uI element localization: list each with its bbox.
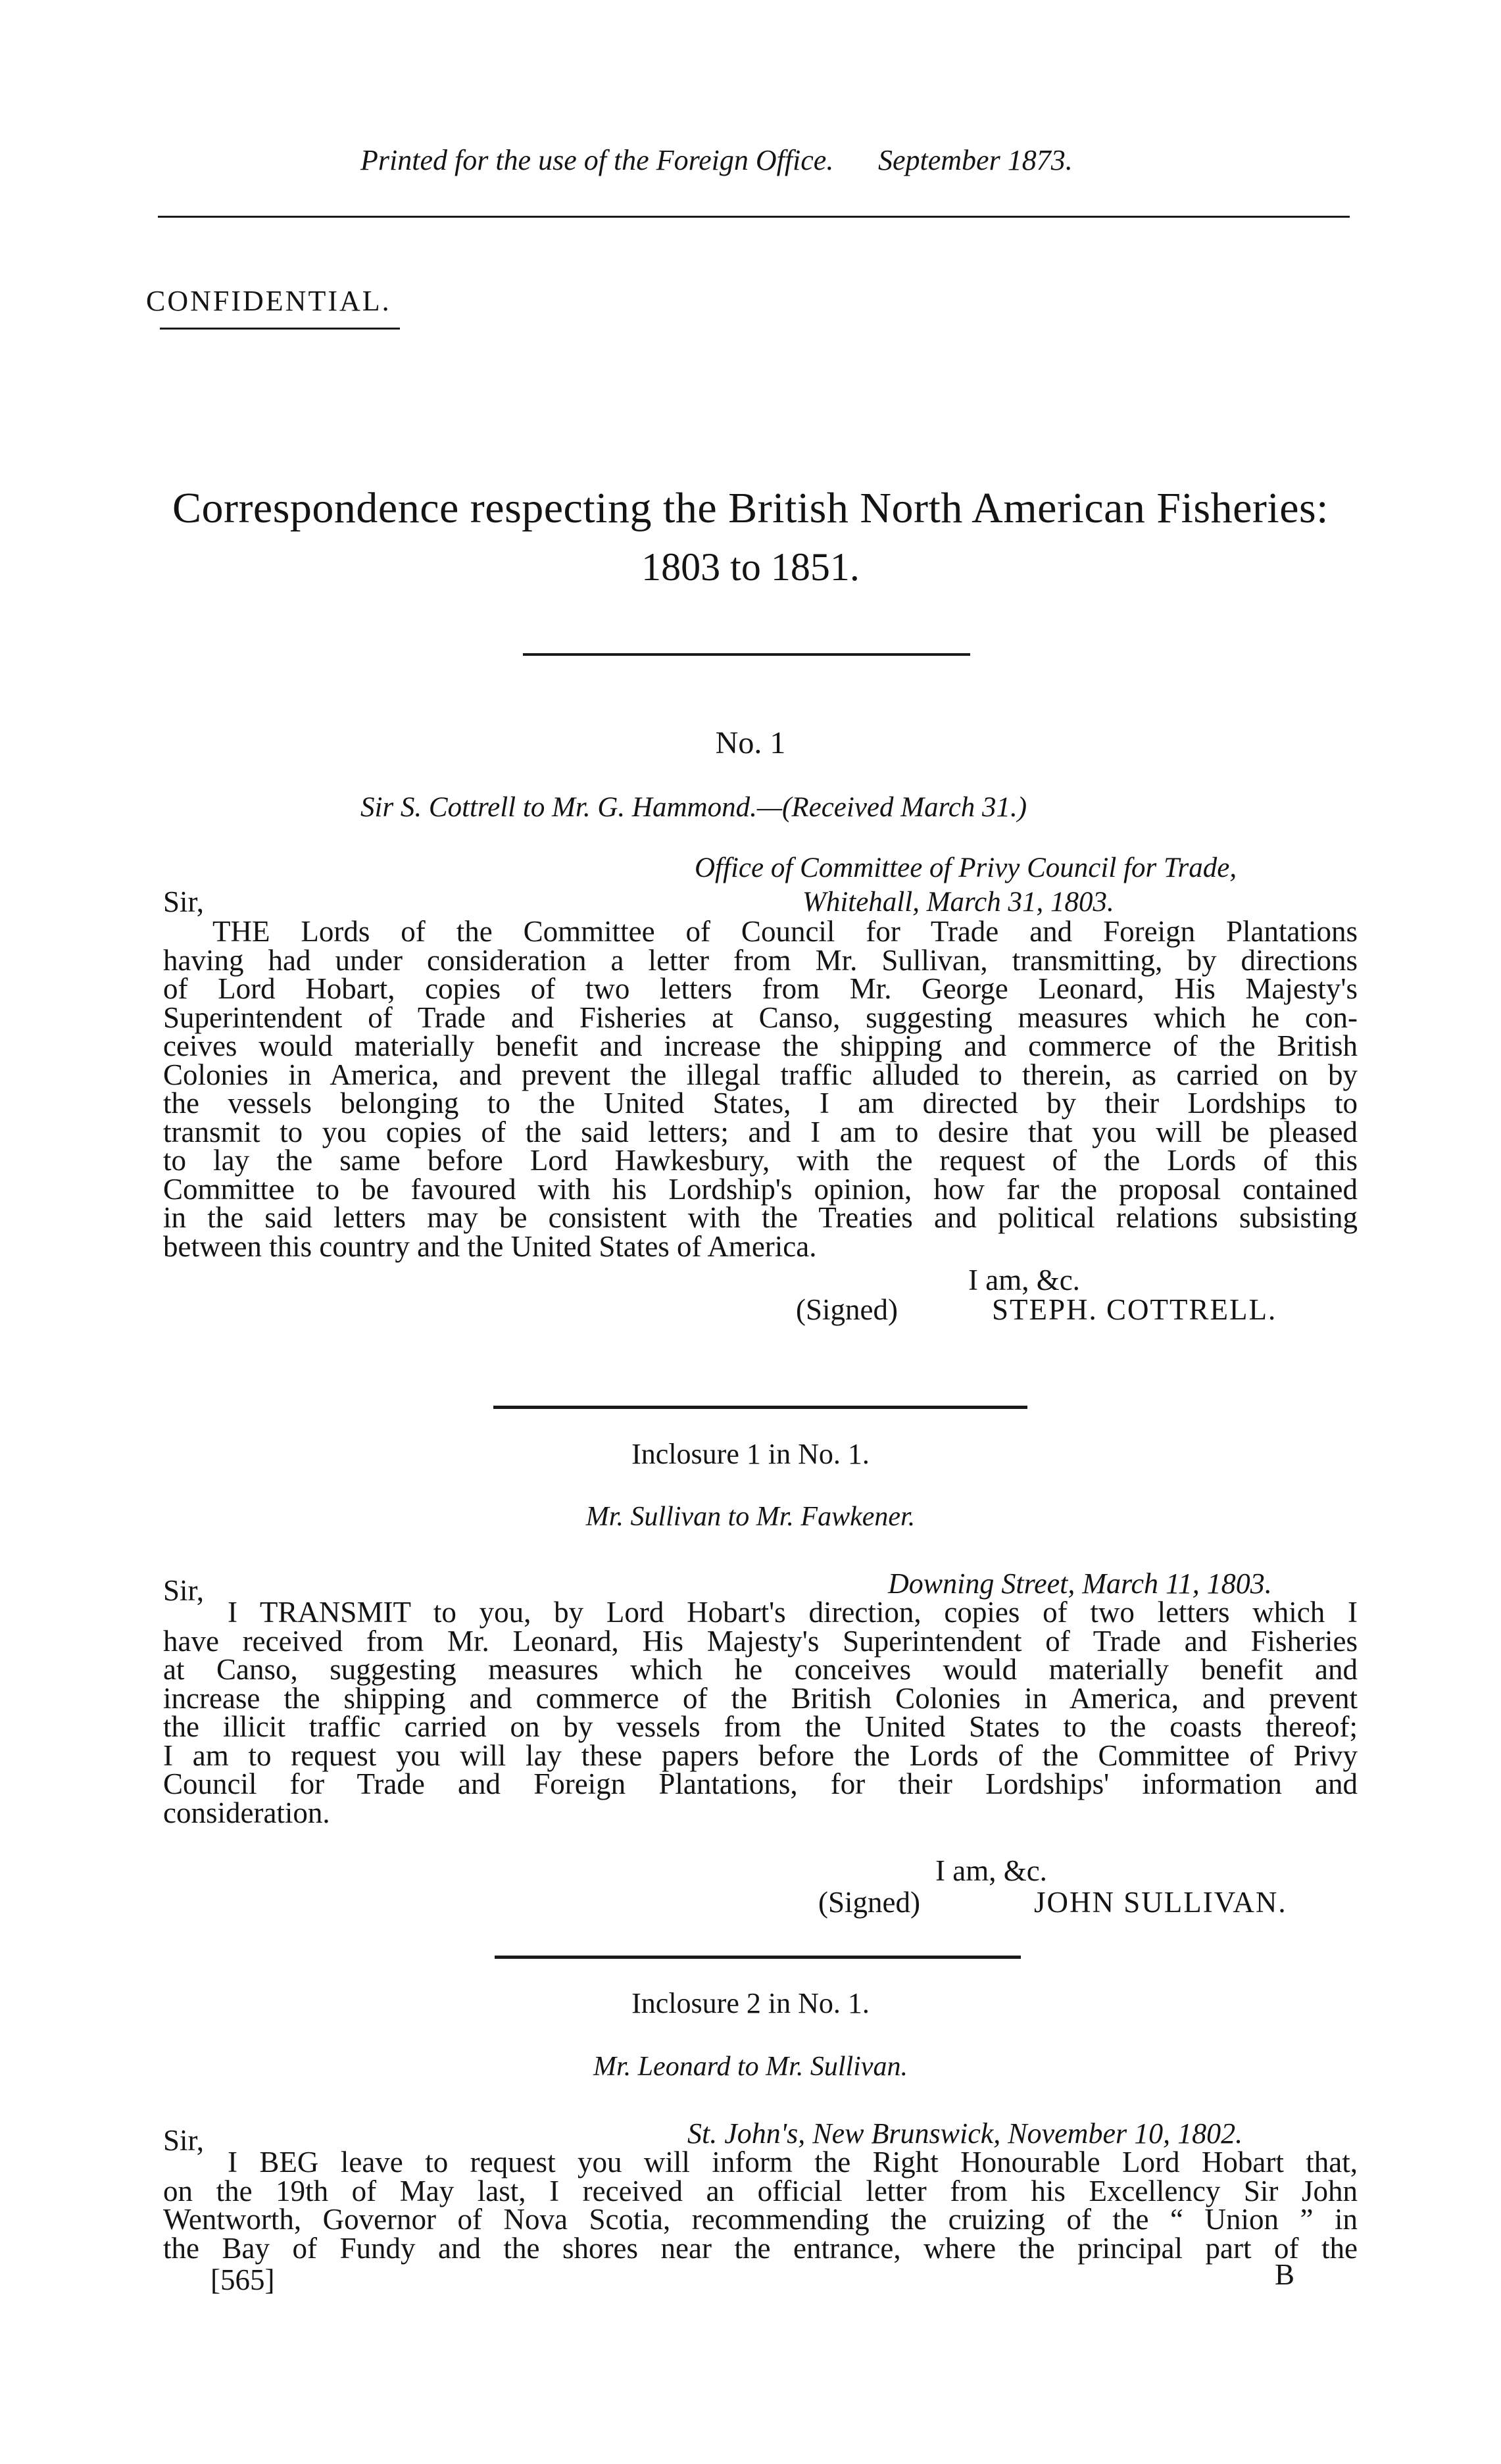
signed-label: (Signed) <box>818 1886 920 1919</box>
inclosure-subheading: Mr. Sullivan to Mr. Fawkener. <box>585 1502 916 1532</box>
document-heading: Sir S. Cottrell to Mr. G. Hammond.—(Received March 31.) <box>360 792 1027 823</box>
signature: STEPH. COTTRELL. <box>992 1293 1277 1326</box>
signature: JOHN SULLIVAN. <box>1034 1886 1287 1919</box>
confidential-label: CONFIDENTIAL. <box>146 285 391 317</box>
printed-for-note: Printed for the use of the Foreign Office. <box>360 144 834 176</box>
page-title: Correspondence respecting the British North American Fisheries: <box>172 484 1329 532</box>
salutation: Sir, <box>163 885 204 918</box>
header-rule <box>158 216 1350 218</box>
salutation: Sir, <box>163 2124 204 2157</box>
closing: I am, &c. <box>935 1854 1047 1887</box>
signature-mark: B <box>1275 2258 1295 2291</box>
print-date: September 1873. <box>878 144 1073 176</box>
title-rule <box>523 653 970 656</box>
section-rule <box>495 1956 1021 1959</box>
sender-address-date: Downing Street, March 11, 1803. <box>888 1567 1272 1600</box>
print-number: [565] <box>210 2263 275 2296</box>
letter-body: I TRANSMIT to you, by Lord Hobart's direction, copies of two letters which I have received from Mr. Leonard, His Majesty's Superintendent of Trade and Fisheries at Canso, suggesting measures which he conceives would materially benefit and increase the shipping and commerce of the British Colonies in America, and prevent the illicit traffic carried on by vessels from the United States to the coasts thereof; I am to request you will lay these papers before the Lords of the Committee of Privy Council for Trade and Foreign Plantations, for their Lordships' information and consideration. <box>163 1596 1358 1829</box>
sender-address-date: St. John's, New Brunswick, November 10, 1802. <box>687 2117 1243 2150</box>
confidential-underline <box>160 328 400 330</box>
letter-body: THE Lords of the Committee of Council for Trade and Foreign Plantations having had under consideration a letter from Mr. Sullivan, transmitting, by directions of Lord Hobart, copies of two letters from Mr. George Leonard, His Majesty's Superintendent of Trade and Fisheries at Canso, suggesting measures which he con- ceives would materially benefit and increase the shipping and commerce of the British Colonies in America, and prevent the illegal traffic alluded to therein, as carried on by the vessels belonging to the United States, I am directed by their Lordships to transmit to you copies of the said letters; and I am to desire that you will be pleased to lay the same before Lord Hawkesbury, with the request of the Lords of this Committee to be favoured with his Lordship's opinion, how far the proposal contained in the said letters may be consistent with the Treaties and political relations subsisting between this country and the United States of America. <box>163 915 1358 1263</box>
closing: I am, &c. <box>968 1264 1080 1296</box>
salutation: Sir, <box>163 1574 204 1607</box>
letter-body: I BEG leave to request you will inform the Right Honourable Lord Hobart that, on the 19th of May last, I received an official letter from his Excellency Sir John Wentworth, Governor of Nova Scotia, recommending the cruizing of the “ Union ” in the Bay of Fundy and the shores near the entrance, where the principal part of the <box>163 2146 1358 2265</box>
inclosure-subheading: Mr. Leonard to Mr. Sullivan. <box>593 2052 908 2082</box>
inclosure-heading: Inclosure 2 in No. 1. <box>631 1987 870 2019</box>
inclosure-heading: Inclosure 1 in No. 1. <box>631 1438 870 1470</box>
signed-label: (Signed) <box>796 1293 898 1326</box>
sender-address-date: Whitehall, March 31, 1803. <box>802 887 1114 918</box>
page-title-years: 1803 to 1851. <box>641 545 860 589</box>
section-rule <box>493 1406 1027 1409</box>
sender-office: Office of Committee of Privy Council for Trade, <box>695 852 1237 883</box>
document-number: No. 1 <box>715 726 786 760</box>
